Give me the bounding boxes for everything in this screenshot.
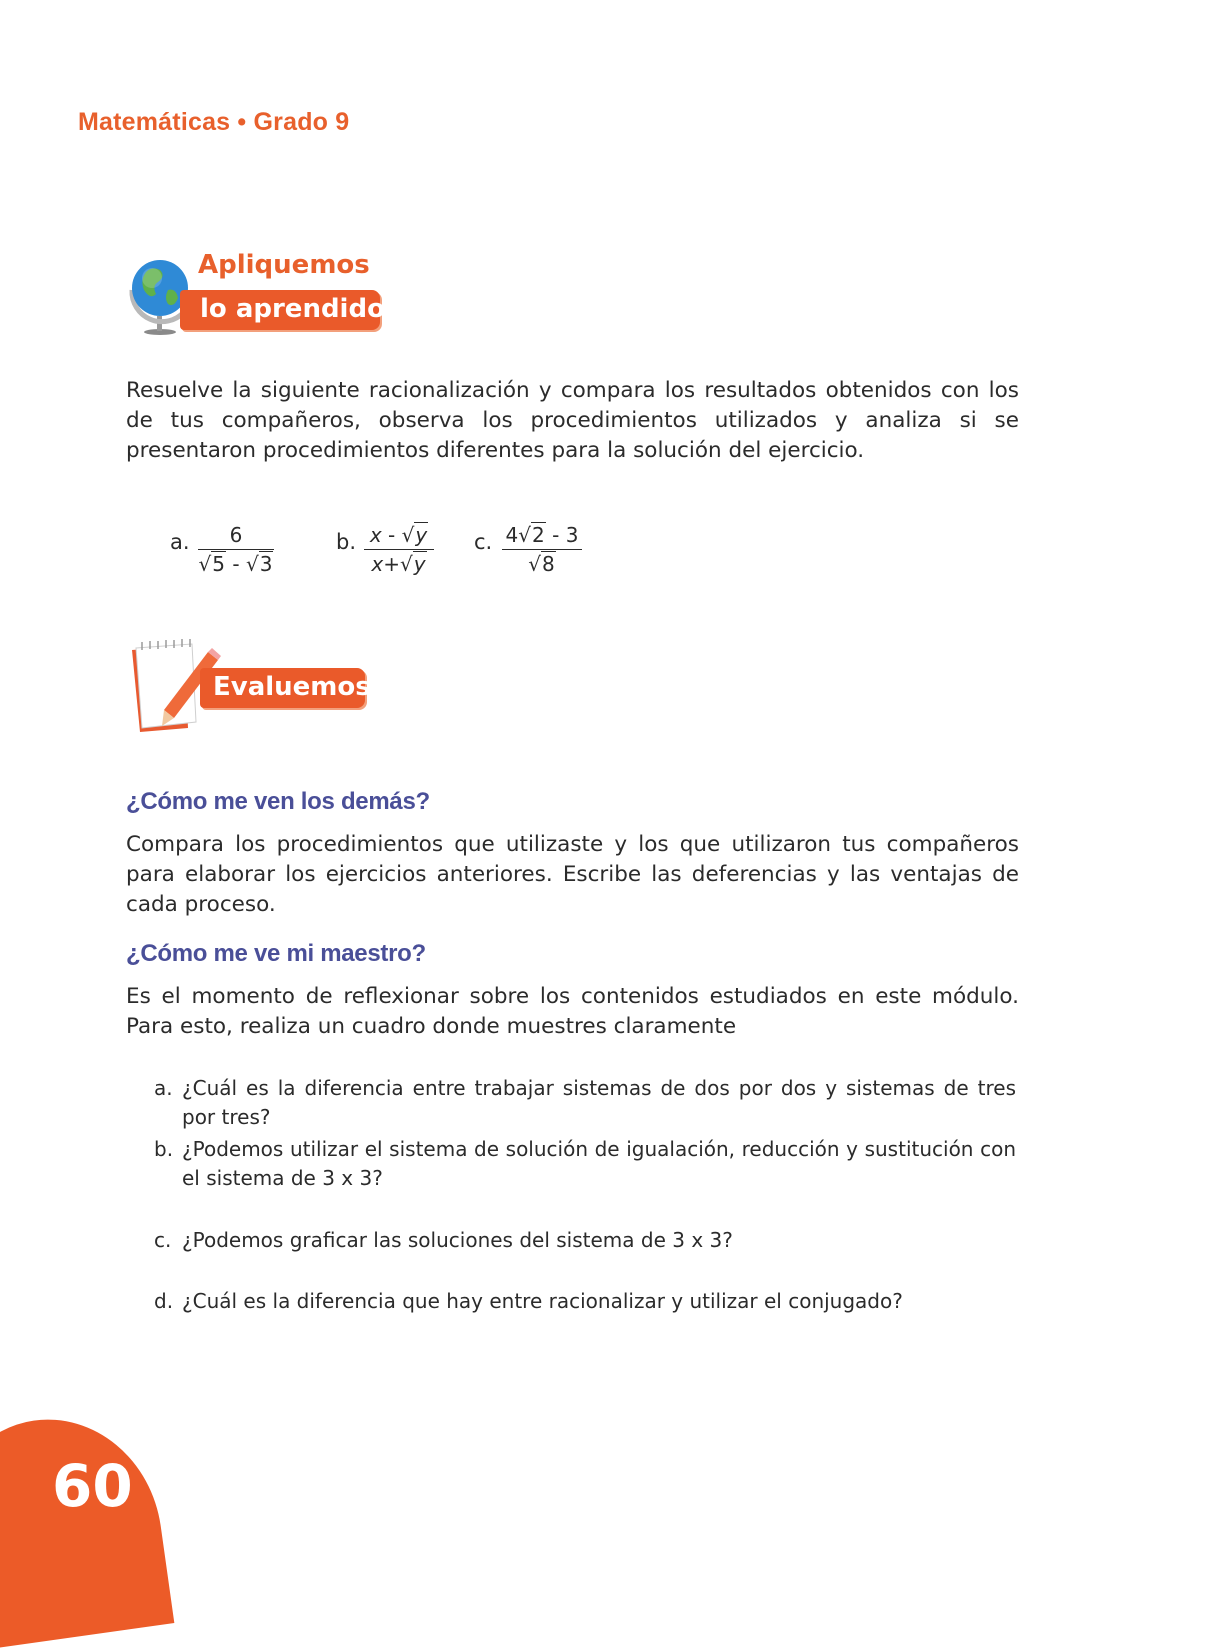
fraction-denominator: x+√y bbox=[371, 552, 426, 576]
list-item: c. ¿Podemos graficar las soluciones del sistema de 3 x 3? bbox=[154, 1228, 733, 1252]
section-heading-demas: ¿Cómo me ven los demás? bbox=[126, 788, 430, 815]
section-heading-maestro: ¿Cómo me ve mi maestro? bbox=[126, 940, 426, 967]
exercise-a bbox=[170, 530, 190, 554]
page-header: Matemáticas • Grado 9 bbox=[78, 108, 350, 136]
fraction-numerator: x - √y bbox=[369, 523, 428, 547]
evaluemos-badge bbox=[200, 668, 371, 708]
apliquemos-paragraph: Resuelve la siguiente racionalización y compara los resultados obtenidos con los de tus compañeros, observa los procedimientos utilizados y analiza si se presentaron procedimientos diferentes para la solución del ejercicio. bbox=[126, 378, 1019, 463]
apliquemos-title-line1: Apliquemos bbox=[198, 250, 370, 280]
exercise-c bbox=[474, 530, 492, 554]
exercise-c-fraction bbox=[502, 522, 582, 577]
exercise-label: a. bbox=[170, 530, 190, 554]
page-number: 60 bbox=[52, 1452, 133, 1520]
apliquemos-title-line2: lo aprendido bbox=[200, 294, 385, 324]
exercise-a-fraction bbox=[198, 522, 274, 577]
page-number-blob bbox=[0, 1405, 174, 1651]
list-item: b. ¿Podemos utilizar el sistema de solución de igualación, reducción y sustitución con el sistema de 3 x 3? bbox=[154, 1137, 1016, 1190]
fraction-denominator: √5 - √3 bbox=[198, 552, 273, 576]
section-paragraph-demas: Compara los procedimientos que utilizaste y los que utilizaron tus compañeros para elaborar los ejercicios anteriores. Escribe las deferencias y las ventajas de cada proceso. bbox=[126, 832, 1019, 917]
list-item: a. ¿Cuál es la diferencia entre trabajar sistemas de dos por dos y sistemas de tres por tres? bbox=[154, 1076, 1016, 1129]
exercise-b-fraction bbox=[364, 522, 434, 577]
section-paragraph-maestro: Es el momento de reflexionar sobre los contenidos estudiados en este módulo. Para esto, realiza un cuadro donde muestres claramente bbox=[126, 984, 1019, 1039]
exercise-label: c. bbox=[474, 530, 493, 554]
fraction-numerator: 6 bbox=[229, 523, 243, 547]
exercise-b bbox=[336, 530, 356, 554]
fraction-denominator: √8 bbox=[528, 552, 555, 576]
evaluemos-title: Evaluemos bbox=[213, 672, 371, 702]
fraction-numerator: 4√2 - 3 bbox=[505, 523, 579, 547]
exercise-label: b. bbox=[336, 530, 357, 554]
apliquemos-badge bbox=[180, 290, 385, 330]
list-item: d. ¿Cuál es la diferencia que hay entre racionalizar y utilizar el conjugado? bbox=[154, 1289, 903, 1313]
